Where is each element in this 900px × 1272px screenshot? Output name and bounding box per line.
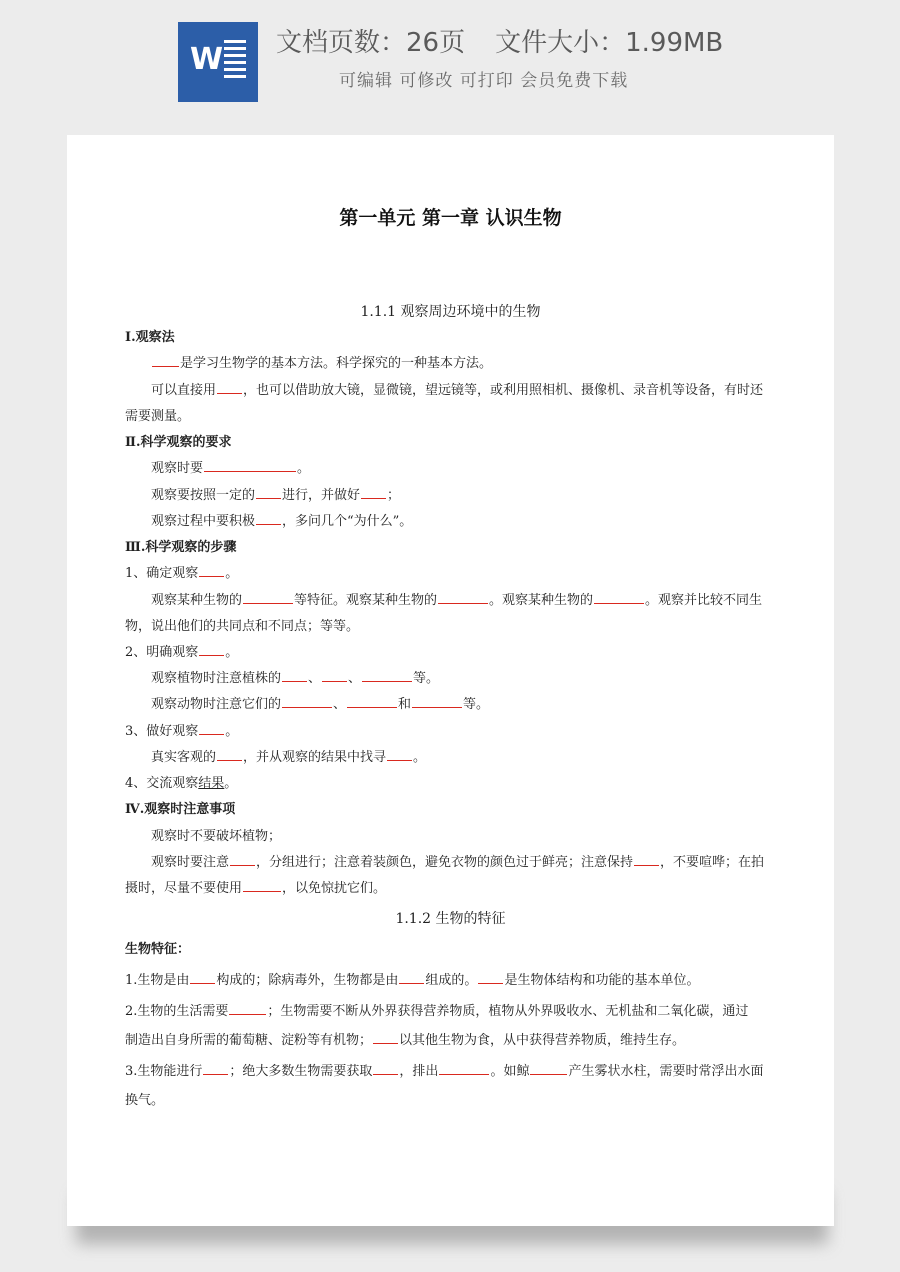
paragraph: 3、做好观察 。 — [125, 724, 239, 739]
document-title: 第一单元 第一章 认识生物 — [339, 207, 562, 229]
blank — [256, 486, 281, 499]
page-count: 文档页数：26页 — [276, 28, 466, 58]
blank — [152, 354, 179, 367]
file-size: 文件大小：1.99MB — [495, 28, 724, 58]
subheading-requirements: Ⅱ.科学观察的要求 — [125, 435, 232, 450]
blank — [361, 486, 386, 499]
blank — [217, 748, 242, 761]
paragraph: 真实客观的 ，并从观察的结果中找寻 。 — [151, 750, 427, 765]
paragraph: 观察时要注意 ，分组进行；注意着装颜色，避免衣物的颜色过于鲜亮；注意保持 ，不要喧哗；在拍 — [151, 855, 765, 870]
blank — [199, 564, 224, 577]
header-banner — [0, 0, 900, 120]
paragraph: 换气。 — [125, 1093, 165, 1108]
subheading-characteristics: 生物特征： — [125, 942, 191, 957]
subheading-steps: Ⅲ.科学观察的步骤 — [125, 540, 237, 555]
blank — [347, 695, 397, 708]
blank — [204, 459, 296, 472]
blank — [530, 1062, 567, 1075]
blank — [322, 669, 347, 682]
paragraph: 是学习生物学的基本方法。科学探究的一种基本方法。 — [151, 352, 492, 371]
paragraph: 4、交流观察结果。 — [125, 776, 238, 791]
paragraph: 观察过程中要积极 ，多问几个“为什么”。 — [151, 514, 413, 529]
blank — [190, 971, 215, 984]
subheading-observation-method: Ⅰ.观察法 — [125, 330, 175, 345]
word-doc-icon: W — [178, 22, 258, 102]
paragraph: 2.生物的生活需要 ；生物需要不断从外界获得营养物质，植物从外界吸收水、无机盐和二氧化碳，通过 — [125, 1004, 749, 1019]
section-heading-1: 1.1.1 观察周边环境中的生物 — [360, 304, 541, 320]
paragraph: 物，说出他们的共同点和不同点；等等。 — [125, 619, 360, 634]
blank — [282, 669, 307, 682]
blank — [387, 748, 412, 761]
blank — [634, 853, 659, 866]
blank — [230, 853, 255, 866]
blank — [199, 722, 224, 735]
blank — [412, 695, 462, 708]
blank — [373, 1031, 398, 1044]
blank — [203, 1062, 228, 1075]
blank — [199, 643, 224, 656]
paragraph: 观察要按照一定的 进行，并做好 ； — [151, 488, 401, 503]
paragraph: 观察某种生物的 等特征。观察某种生物的 。观察某种生物的 。观察并比较不同生 — [151, 593, 763, 608]
paragraph: 观察时不要破坏植物； — [151, 829, 282, 844]
document-page — [67, 135, 834, 1226]
paragraph: 需要测量。 — [125, 409, 191, 424]
section-heading-2: 1.1.2 生物的特征 — [395, 911, 506, 927]
blank — [243, 591, 293, 604]
paragraph: 3.生物能进行 ；绝大多数生物需要获取 ，排出 。如鲸 产生雾状水柱，需要时常浮出水面 — [125, 1064, 764, 1079]
blank — [594, 591, 644, 604]
paragraph: 1、确定观察 。 — [125, 566, 239, 581]
paragraph: 制造出自身所需的葡萄糖、淀粉等有机物； 以其他生物为食，从中获得营养物质，维持生存。 — [125, 1033, 686, 1048]
paragraph: 观察动物时注意它们的 、 和 等。 — [151, 697, 490, 712]
paragraph: 观察植物时注意植株的 、 、 等。 — [151, 671, 440, 686]
feature-list: 可编辑 可修改 可打印 会员免费下载 — [339, 71, 629, 91]
subheading-notes: Ⅳ.观察时注意事项 — [125, 802, 236, 817]
blank — [282, 695, 332, 708]
blank — [362, 669, 412, 682]
blank — [243, 879, 281, 892]
paragraph: 可以直接用 ，也可以借助放大镜，显微镜，望远镜等，或利用照相机、摄像机、录音机等设备，有时还 — [151, 383, 764, 398]
paragraph: 1.生物是由 构成的；除病毒外，生物都是由 组成的。 是生物体结构和功能的基本单位。 — [125, 973, 700, 988]
file-info — [276, 22, 723, 59]
blank — [478, 971, 503, 984]
blank — [229, 1002, 266, 1015]
blank — [217, 381, 242, 394]
blank — [256, 512, 281, 525]
paragraph: 摄时，尽量不要使用 ，以免惊扰它们。 — [125, 881, 387, 896]
paragraph: 2、明确观察 。 — [125, 645, 239, 660]
blank — [438, 591, 488, 604]
blank — [439, 1062, 489, 1075]
blank — [399, 971, 424, 984]
blank — [373, 1062, 398, 1075]
paragraph: 观察时要 。 — [151, 461, 311, 476]
